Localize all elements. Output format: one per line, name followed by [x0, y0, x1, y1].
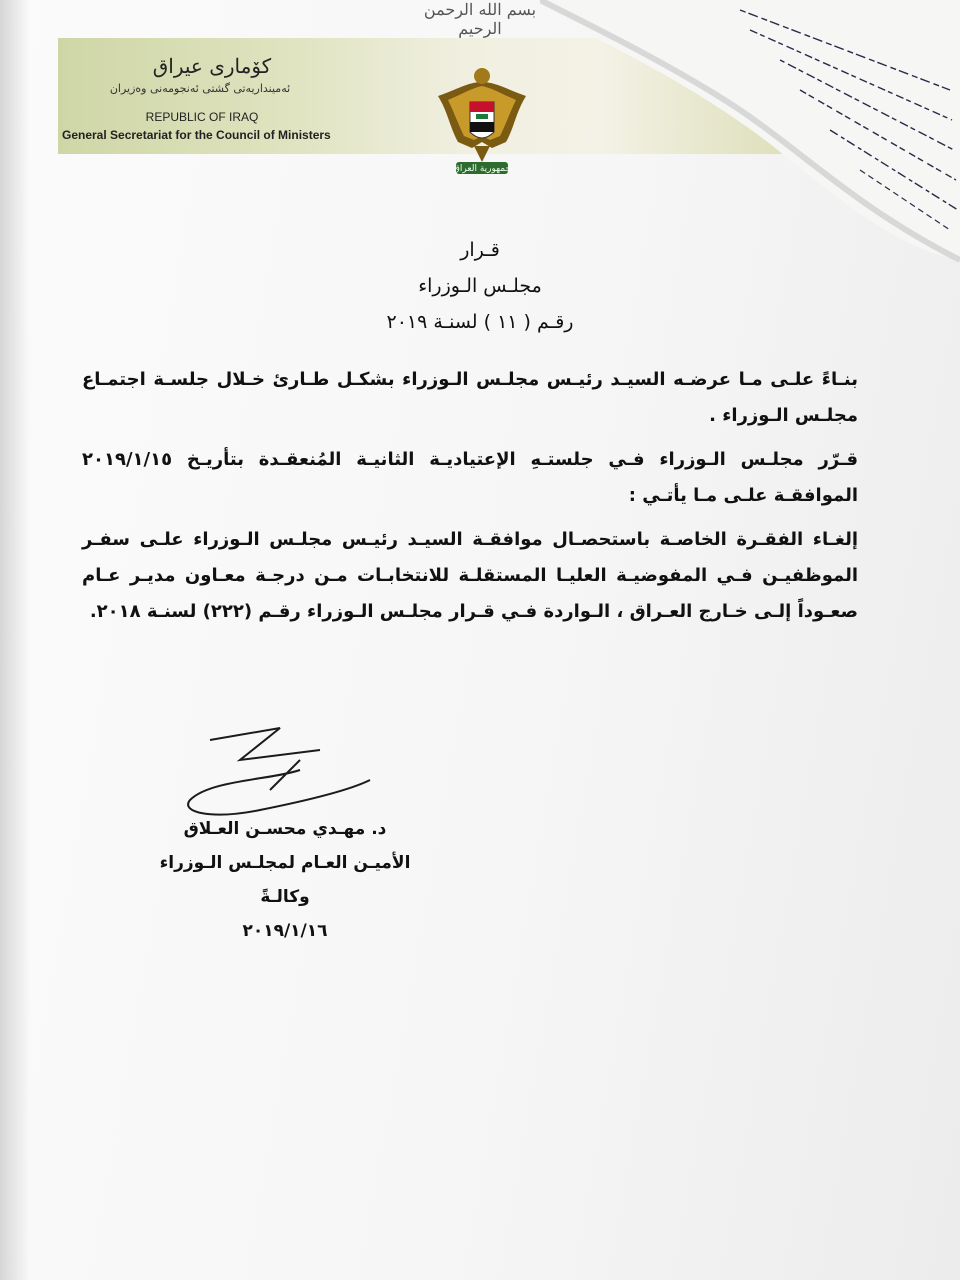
body-paragraph-1: بنـاءً علـى مـا عرضـه السيـد رئيـس مجلـس الـوزراء بشكـل طـارئ خـلال جلسـة اجتمـاع مجلـس الـوزراء .: [82, 369, 858, 426]
body-paragraph-3: إلغـاء الفقـرة الخاصـة باستحصـال موافقـة السيـد رئيـس مجلـس الـوزراء علـى سفـر الموظفيـن فـي المفوضيـة العليـا المستقلـة للانتخابـات مـن درجـة معـاون مديـر عـام صعـوداً إلـى خـارج العـراق ، الـواردة فـي قـرار مجلـس الـوزراء رقـم (٢٢٢) لسنـة ٢٠١٨.: [82, 529, 858, 622]
signatory-position: الأميـن العـام لمجلـس الـوزراء وكالـةً: [159, 853, 411, 907]
decision-heading: قـرار: [460, 239, 500, 261]
emblem-caption: جمهورية العراق: [452, 164, 512, 174]
kurdish-subtitle: ئه‌مینداریه‌تی گشتی ئه‌نجومه‌نی وه‌زیران: [109, 82, 291, 95]
council-heading: مجلـس الـوزراء: [418, 275, 542, 297]
signature-block: [150, 812, 420, 948]
decision-number: رقـم ( ١١ ) لسنـة ٢٠١٩: [386, 311, 574, 333]
page-shadow: [0, 0, 30, 1280]
english-country-name: REPUBLIC OF IRAQ: [145, 110, 259, 124]
decision-body: [82, 362, 858, 638]
signature-date: ٢٠١٩/١/١٦: [242, 921, 328, 941]
kurdish-title: کۆماری عیراق: [152, 54, 272, 78]
decision-title-block: [0, 232, 960, 340]
body-paragraph-2: قـرّر مجلـس الـوزراء فـي جلستـهِ الإعتياديـة الثانيـة المُنعقـدة بتأريـخ ٢٠١٩/١/١٥ الموافقـة علـى مـا يأتـي :: [82, 449, 858, 506]
english-secretariat-name: General Secretariat for the Council of Ministers: [62, 128, 331, 142]
signatory-name: د. مهـدي محسـن العـلاق: [183, 819, 387, 839]
bismillah-text: بسم الله الرحمن الرحيم: [423, 0, 537, 38]
